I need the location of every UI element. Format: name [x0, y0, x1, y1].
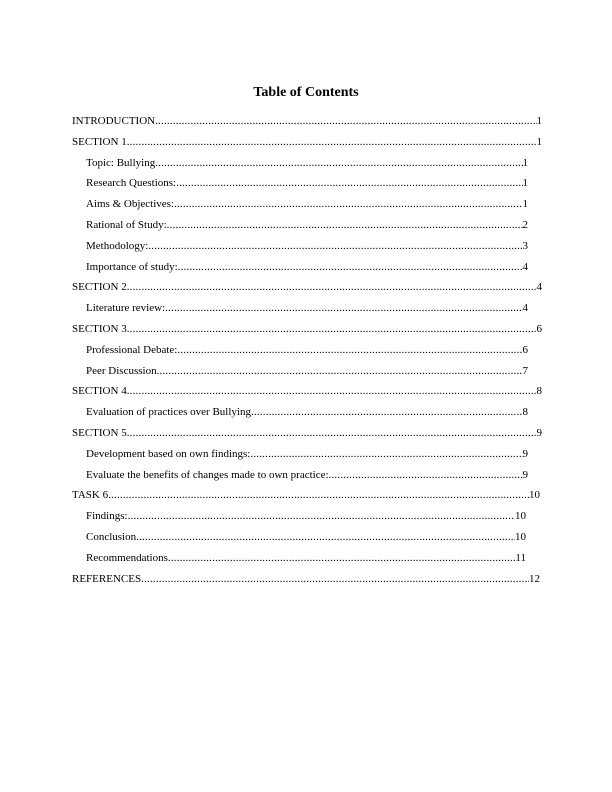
toc-entry[interactable] — [86, 155, 528, 171]
toc-entry-label: Development based on own findings: — [86, 447, 251, 460]
toc-entry-label: Aims & Objectives: — [86, 198, 174, 211]
toc-dot-leader — [157, 363, 523, 379]
toc-entry[interactable] — [72, 113, 542, 129]
toc-dot-leader — [329, 467, 523, 483]
toc-entry-page-number: 4 — [536, 281, 542, 294]
toc-dot-leader — [141, 571, 529, 587]
toc-entry[interactable] — [72, 383, 542, 399]
toc-entry-page-number: 2 — [522, 219, 528, 231]
toc-dot-leader — [155, 155, 522, 171]
toc-entry-page-number: 1 — [522, 177, 528, 190]
toc-entry-label: Research Questions: — [86, 177, 177, 190]
toc-entry-label: Evaluation of practices over Bullying — [86, 406, 251, 419]
toc-entry[interactable] — [72, 425, 542, 441]
toc-entry[interactable] — [86, 363, 528, 379]
toc-entry[interactable] — [72, 487, 540, 503]
toc-entry-page-number: 4 — [522, 302, 528, 315]
toc-entry[interactable] — [72, 279, 542, 295]
toc-entry[interactable] — [86, 175, 528, 191]
toc-dot-leader — [174, 196, 523, 212]
toc-dot-leader — [168, 550, 516, 566]
toc-entry-page-number: 1 — [522, 156, 528, 169]
toc-entry[interactable] — [86, 467, 528, 483]
toc-entry-label: Recommendations — [86, 551, 168, 564]
toc-entry[interactable] — [86, 550, 526, 566]
toc-entry[interactable] — [86, 300, 528, 316]
toc-entry-page-number: 11 — [515, 551, 526, 564]
toc-entry-page-number: 9 — [522, 468, 528, 481]
toc-entry-page-number: 1 — [522, 198, 528, 211]
toc-entry-page-number: 3 — [522, 239, 528, 252]
toc-dot-leader — [127, 321, 537, 337]
toc-dot-leader — [178, 259, 523, 275]
toc-entry-label: Findings: — [86, 510, 128, 523]
toc-entry-page-number: 9 — [536, 427, 542, 439]
toc-dot-leader — [165, 300, 522, 316]
toc-entry-page-number: 1 — [536, 115, 542, 127]
toc-entry[interactable] — [86, 446, 528, 462]
toc-entry[interactable] — [86, 217, 528, 233]
toc-dot-leader — [155, 113, 536, 129]
toc-entry-label: REFERENCES — [72, 572, 142, 585]
toc-dot-leader — [176, 175, 522, 191]
toc-dot-leader — [127, 383, 537, 399]
toc-entry-page-number: 8 — [522, 406, 528, 419]
toc-entry[interactable] — [86, 404, 528, 420]
toc-dot-leader — [136, 529, 515, 545]
toc-title: Table of Contents — [253, 85, 359, 100]
toc-entry[interactable] — [86, 529, 526, 545]
toc-entry-label: Literature review: — [86, 302, 166, 315]
toc-entry-label: INTRODUCTION — [72, 115, 156, 127]
toc-entry-page-number: 10 — [529, 489, 540, 502]
toc-entry[interactable] — [72, 134, 542, 150]
toc-entry-page-number: 8 — [536, 385, 542, 398]
toc-entry-label: SECTION 2 — [72, 281, 127, 294]
toc-entry-label: SECTION 4 — [72, 385, 127, 398]
toc-dot-leader — [108, 487, 529, 503]
toc-entry-label: Rational of Study: — [86, 219, 167, 231]
toc-entry-page-number: 1 — [536, 135, 542, 148]
toc-entry-page-number: 7 — [522, 364, 528, 377]
toc-entry-page-number: 6 — [522, 343, 528, 356]
toc-entry-page-number: 10 — [515, 531, 526, 543]
toc-dot-leader — [127, 279, 537, 295]
toc-dot-leader — [127, 134, 537, 150]
toc-entry-label: Conclusion — [86, 531, 137, 543]
toc-dot-leader — [250, 446, 522, 462]
toc-entry-label: Evaluate the benefits of changes made to own practice: — [86, 468, 329, 481]
toc-dot-leader — [167, 217, 523, 233]
toc-dot-leader — [177, 342, 522, 358]
toc-entry-label: SECTION 3 — [72, 323, 127, 335]
toc-entry-page-number: 9 — [522, 447, 528, 460]
toc-entry-page-number: 4 — [522, 260, 528, 273]
toc-entry-label: Topic: Bullying — [86, 156, 156, 169]
toc-entry-page-number: 6 — [536, 323, 542, 335]
toc-entry[interactable] — [86, 259, 528, 275]
toc-dot-leader — [127, 425, 537, 441]
toc-entry-page-number: 12 — [529, 572, 540, 585]
toc-entry-label: Professional Debate: — [86, 343, 178, 356]
toc-entry[interactable] — [86, 238, 528, 254]
toc-entry-label: Peer Discussion — [86, 364, 157, 377]
toc-dot-leader — [148, 238, 522, 254]
toc-dot-leader — [128, 508, 515, 524]
toc-entry[interactable] — [86, 196, 528, 212]
toc-dot-leader — [251, 404, 523, 420]
toc-entry-label: Methodology: — [86, 239, 149, 252]
toc-entry[interactable] — [72, 571, 540, 587]
toc-entry-page-number: 10 — [515, 510, 526, 523]
toc-entry-label: SECTION 5 — [72, 427, 127, 439]
toc-entry-label: Importance of study: — [86, 260, 178, 273]
toc-entry[interactable] — [86, 342, 528, 358]
toc-entry[interactable] — [86, 508, 526, 524]
toc-entry-label: TASK 6 — [72, 489, 109, 502]
toc-entry-label: SECTION 1 — [72, 135, 127, 148]
toc-entry[interactable] — [72, 321, 542, 337]
